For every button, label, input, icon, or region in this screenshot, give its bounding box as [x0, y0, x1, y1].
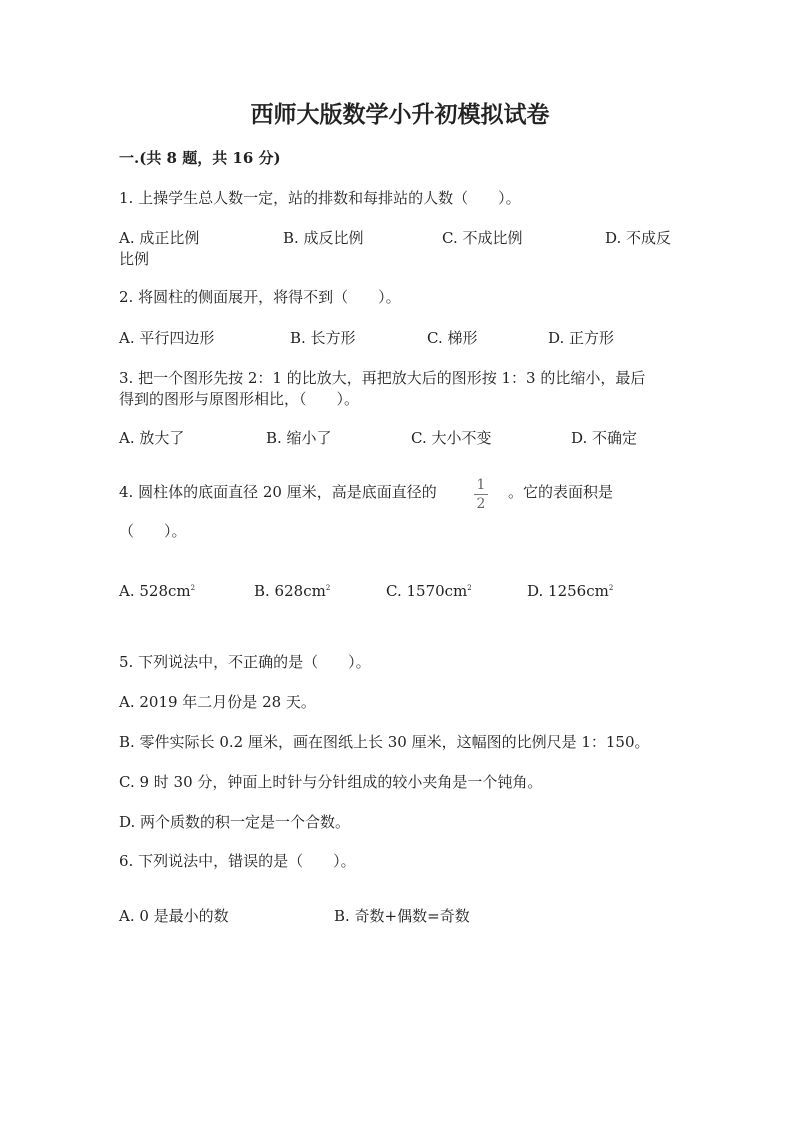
question-3-stem-line2: 得到的图形与原图形相比，（ ）。 [119, 390, 360, 408]
q4-option-a [119, 578, 195, 601]
question-1-stem: 1. 上操学生总人数一定，站的排数和每排站的人数（ ）。 [119, 189, 521, 207]
page-title: 西师大版数学小升初模拟试卷 [250, 101, 550, 128]
q2-option-b: B. 长方形 [290, 329, 356, 347]
q2-option-d: D. 正方形 [548, 329, 615, 347]
q1-option-d-continued: 比例 [119, 250, 150, 268]
q1-option-a: A. 成正比例 [119, 229, 200, 247]
q4-option-b-exponent: 2 [325, 584, 331, 592]
q4-option-b-text: B. 628cm [254, 582, 326, 600]
fraction-one-half [474, 478, 488, 511]
q2-option-c: C. 梯形 [427, 329, 478, 347]
q2-option-a: A. 平行四边形 [119, 329, 215, 347]
fraction-bar [474, 494, 488, 495]
q5-option-c: C. 9 时 30 分，钟面上时针与分针组成的较小夹角是一个钝角。 [119, 773, 543, 791]
q4-option-c-exponent: 2 [467, 584, 472, 592]
q1-option-d: D. 不成反 [605, 229, 672, 247]
q5-option-d: D. 两个质数的积一定是一个合数。 [119, 813, 351, 831]
question-4-stem-line1-end: 。它的表面积是 [508, 483, 614, 501]
q5-option-a: A. 2019 年二月份是 28 天。 [119, 693, 316, 711]
fraction-denominator: 2 [476, 496, 486, 512]
fraction-numerator: 1 [476, 477, 486, 493]
q4-option-a-exponent: 2 [190, 584, 196, 592]
q3-option-d: D. 不确定 [571, 429, 638, 447]
q4-option-d [527, 578, 613, 601]
question-6-stem: 6. 下列说法中，错误的是（ ）。 [119, 852, 356, 870]
q3-option-c: C. 大小不变 [411, 429, 492, 447]
q3-option-b: B. 缩小了 [266, 429, 332, 447]
q1-option-b: B. 成反比例 [283, 229, 364, 247]
q6-option-b: B. 奇数+偶数=奇数 [334, 907, 470, 925]
question-2-stem: 2. 将圆柱的侧面展开，将得不到（ ）。 [119, 288, 401, 306]
q4-option-c-text: C. 1570cm [386, 582, 468, 600]
q1-option-c: C. 不成比例 [442, 229, 523, 247]
question-3-stem-line1: 3. 把一个图形先按 2：1 的比放大，再把放大后的图形按 1：3 的比缩小，最后 [119, 369, 646, 387]
question-4-stem-line1: 4. 圆柱体的底面直径 20 厘米，高是底面直径的 [119, 483, 437, 501]
question-5-stem: 5. 下列说法中，不正确的是（ ）。 [119, 653, 371, 671]
q4-option-d-text: D. 1256cm [527, 582, 609, 600]
section-heading: 一.(共 8 题，共 16 分) [119, 149, 281, 167]
q4-option-a-text: A. 528cm [119, 582, 191, 600]
question-4-stem-line2: （ ）。 [119, 522, 187, 540]
q6-option-a: A. 0 是最小的数 [119, 907, 229, 925]
q4-option-d-exponent: 2 [608, 584, 614, 592]
q4-option-b [254, 578, 330, 601]
q5-option-b: B. 零件实际长 0.2 厘米，画在图纸上长 30 厘米，这幅图的比例尺是 1：150。 [119, 733, 650, 751]
q3-option-a: A. 放大了 [119, 429, 185, 447]
q4-option-c [386, 578, 472, 601]
